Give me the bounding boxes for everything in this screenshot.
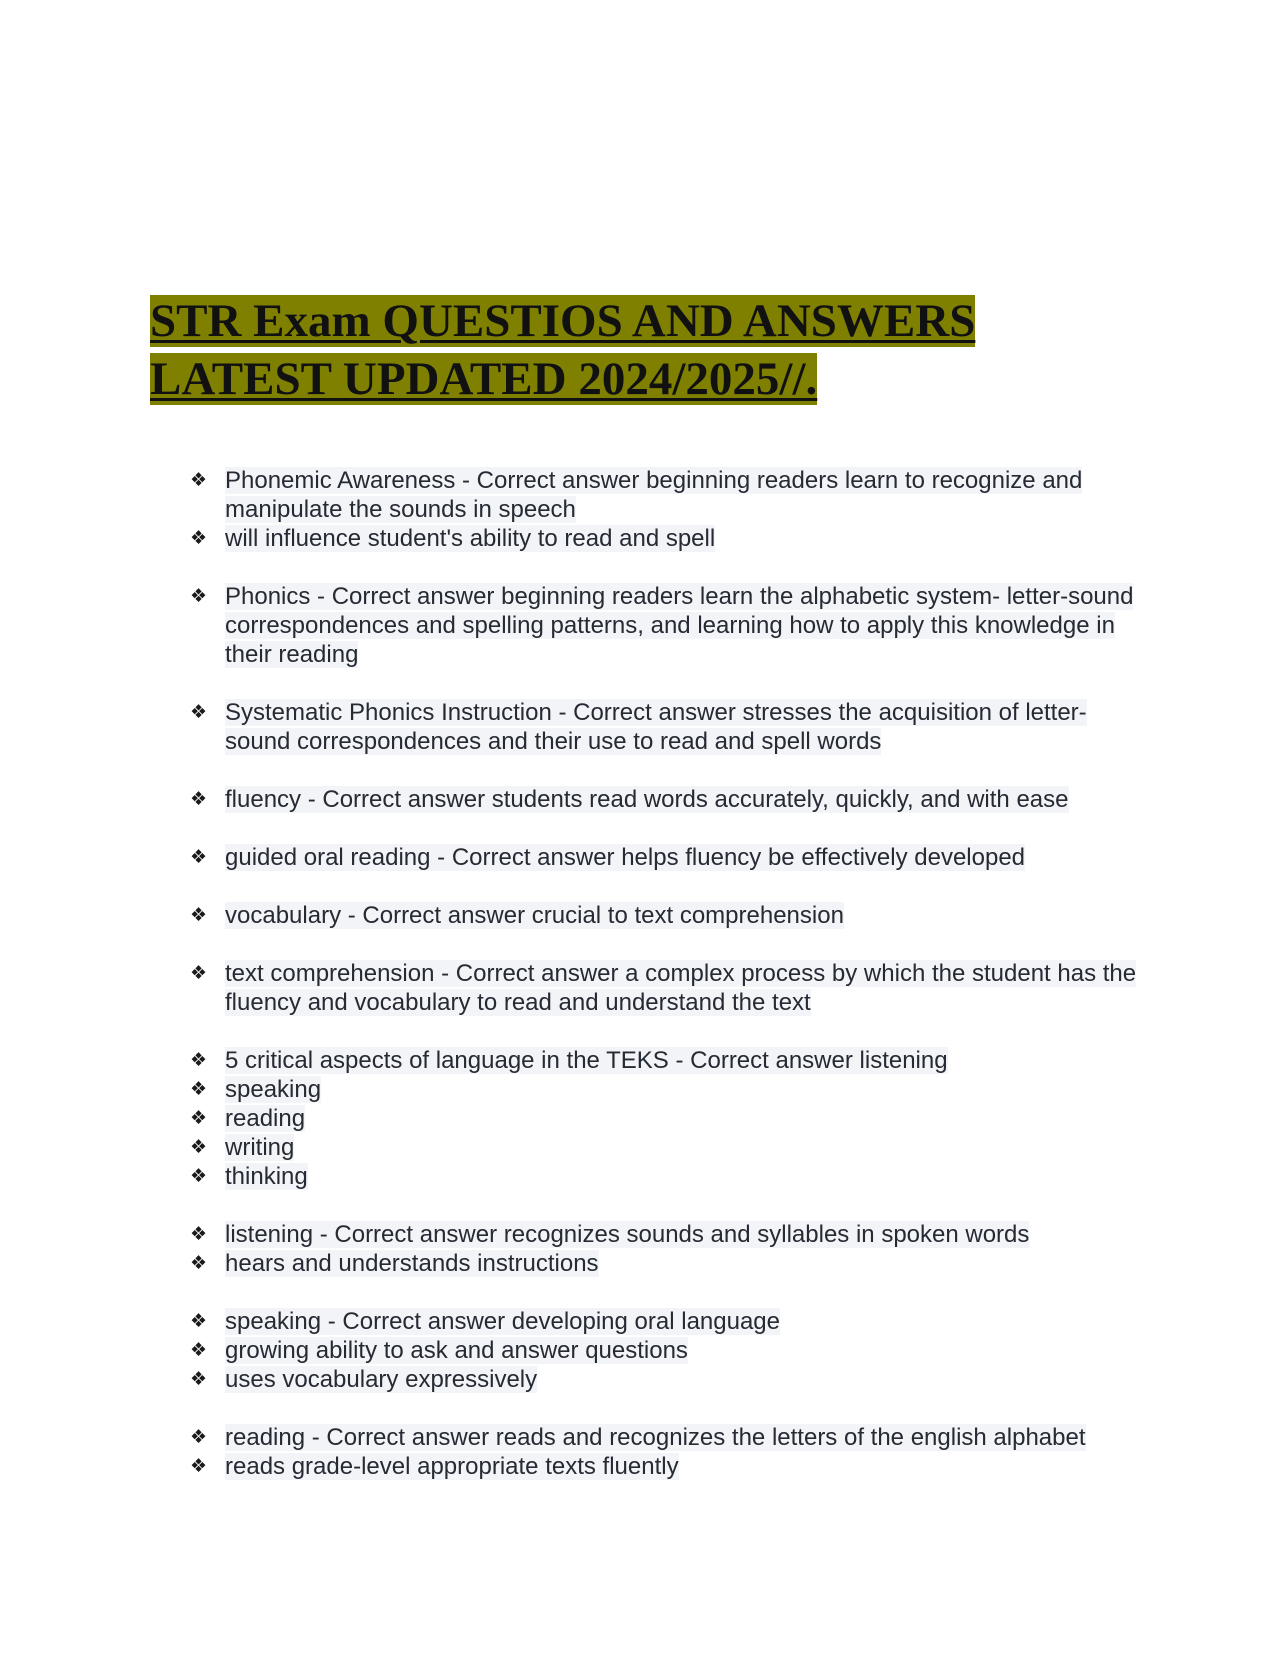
diamond-bullet-icon: ❖ [190, 527, 208, 549]
qa-group [190, 1423, 1140, 1481]
qa-group [190, 785, 1140, 814]
title-line-2: LATEST UPDATED 2024/2025//. [150, 353, 818, 405]
diamond-bullet-icon: ❖ [190, 1223, 208, 1245]
list-item: ❖ 5 critical aspects of language in the TEKS - Correct answer listening [190, 1047, 948, 1074]
list-item: ❖ fluency - Correct answer students read words accurately, quickly, and with ease [190, 786, 1069, 813]
list-item: ❖ guided oral reading - Correct answer helps fluency be effectively developed [190, 844, 1026, 871]
diamond-bullet-icon: ❖ [190, 1310, 208, 1332]
diamond-bullet-icon: ❖ [190, 1368, 208, 1390]
diamond-bullet-icon: ❖ [190, 846, 208, 868]
list-item: ❖ uses vocabulary expressively [190, 1366, 538, 1393]
list-item: ❖ thinking [190, 1163, 308, 1190]
diamond-bullet-icon: ❖ [190, 1252, 208, 1274]
list-item: ❖ speaking - Correct answer developing oral language [190, 1308, 780, 1335]
list-item: ❖ text comprehension - Correct answer a complex process by which the student has the fluency and vocabulary to read and understand the text [190, 960, 1137, 1016]
list-item: ❖ will influence student's ability to read and spell [190, 525, 716, 552]
list-item: ❖ reading [190, 1105, 306, 1132]
list-item: ❖ writing [190, 1134, 295, 1161]
list-item: ❖ speaking [190, 1076, 322, 1103]
list-item: ❖ Phonics - Correct answer beginning readers learn the alphabetic system- letter-sound correspondences and spelling patterns, and learning how to apply this knowledge in their reading [190, 583, 1134, 668]
qa-group [190, 698, 1140, 756]
diamond-bullet-icon: ❖ [190, 1426, 208, 1448]
list-item: ❖ Systematic Phonics Instruction - Correct answer stresses the acquisition of letter-sound correspondences and their use to read and spell words [190, 699, 1087, 755]
diamond-bullet-icon: ❖ [190, 788, 208, 810]
list-item: ❖ vocabulary - Correct answer crucial to text comprehension [190, 902, 844, 929]
list-item: ❖ reads grade-level appropriate texts fluently [190, 1453, 679, 1480]
qa-group [190, 1046, 1140, 1191]
qa-group [190, 466, 1140, 553]
diamond-bullet-icon: ❖ [190, 962, 208, 984]
list-item: ❖ Phonemic Awareness - Correct answer beginning readers learn to recognize and manipulate the sounds in speech [190, 467, 1083, 523]
qa-group [190, 1220, 1140, 1278]
qa-group [190, 582, 1140, 669]
diamond-bullet-icon: ❖ [190, 469, 208, 491]
qa-list [190, 466, 1140, 1510]
diamond-bullet-icon: ❖ [190, 1078, 208, 1100]
title-line-1: STR Exam QUESTIOS AND ANSWERS [150, 295, 976, 347]
list-item: ❖ hears and understands instructions [190, 1250, 599, 1277]
diamond-bullet-icon: ❖ [190, 1049, 208, 1071]
diamond-bullet-icon: ❖ [190, 1136, 208, 1158]
diamond-bullet-icon: ❖ [190, 585, 208, 607]
diamond-bullet-icon: ❖ [190, 1107, 208, 1129]
qa-group [190, 1307, 1140, 1394]
diamond-bullet-icon: ❖ [190, 1455, 208, 1477]
diamond-bullet-icon: ❖ [190, 1165, 208, 1187]
qa-group [190, 959, 1140, 1017]
diamond-bullet-icon: ❖ [190, 1339, 208, 1361]
diamond-bullet-icon: ❖ [190, 904, 208, 926]
list-item: ❖ listening - Correct answer recognizes sounds and syllables in spoken words [190, 1221, 1030, 1248]
document-title [150, 292, 1080, 408]
diamond-bullet-icon: ❖ [190, 701, 208, 723]
qa-group [190, 901, 1140, 930]
list-item: ❖ reading - Correct answer reads and recognizes the letters of the english alphabet [190, 1424, 1086, 1451]
qa-group [190, 843, 1140, 872]
list-item: ❖ growing ability to ask and answer questions [190, 1337, 688, 1364]
